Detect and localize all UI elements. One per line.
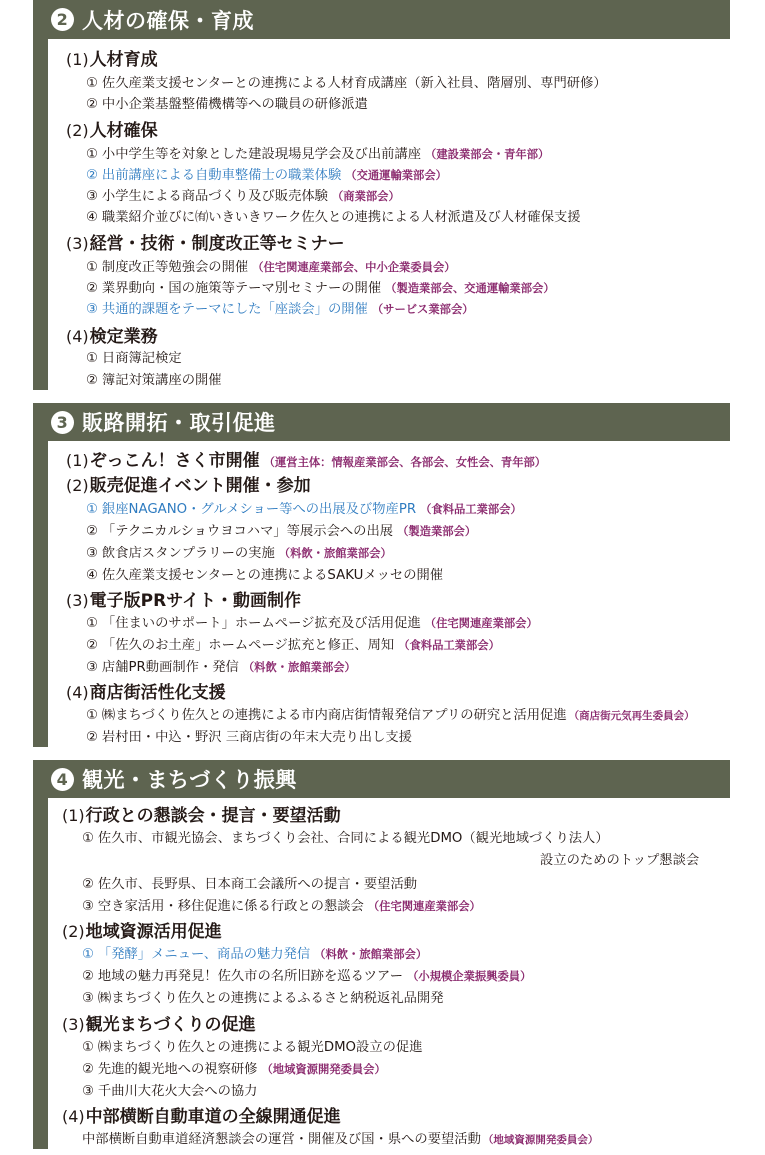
subsection-heading: (4)商店街活性化支援 <box>66 683 226 703</box>
section-header-4 <box>33 760 730 798</box>
list-item: ② 岩村田・中込・野沢 三商店街の年末大売り出し支援 <box>86 730 412 745</box>
section-title: 観光・まちづくり振興 <box>82 768 297 792</box>
list-item: ③ 共通的課題をテーマにした「座談会」の開催 （サービス業部会） <box>86 302 474 317</box>
section-title: 人材の確保・育成 <box>82 8 254 33</box>
section-title: 販路開拓・取引促進 <box>82 411 276 435</box>
list-item: ① ㈱まちづくり佐久との連携による市内商店街情報発信アプリの研究と活用促進 （商店街元気再生委員会） <box>86 708 695 723</box>
section-header-2 <box>33 0 730 39</box>
subsection-heading: (1)行政との懇談会・提言・要望活動 <box>62 806 341 826</box>
section-header-3 <box>33 403 730 441</box>
list-item: ① 佐久市、市観光協会、まちづくり会社、合同による観光DMO（観光地域づくり法人） <box>82 831 609 846</box>
list-item: ② 簿記対策講座の開催 <box>86 373 222 388</box>
list-item: ③ 小学生による商品づくり及び販売体験 （商業部会） <box>86 189 400 204</box>
list-item-continuation: 設立のためのトップ懇談会 <box>540 853 700 868</box>
subsection-heading: (3)観光まちづくりの促進 <box>62 1015 256 1035</box>
list-item: ② 地域の魅力再発見！佐久市の名所旧跡を巡るツアー （小規模企業振興委員） <box>82 969 532 984</box>
list-item: 中部横断自動車道経済懇談会の運営・開催及び国・県への要望活動 （地域資源開発委員会） <box>82 1132 599 1147</box>
subsection-heading: (2)人材確保 <box>66 121 158 141</box>
list-item: ③ 空き家活用・移住促進に係る行政との懇談会 （住宅関連産業部会） <box>82 899 481 914</box>
subsection-heading: (1)ぞっこん！さく市開催 （運営主体：情報産業部会、各部会、女性会、青年部） <box>66 451 547 471</box>
list-item: ② 中小企業基盤整備機構等への職員の研修派遣 <box>86 97 368 112</box>
subsection-heading: (3)経営・技術・制度改正等セミナー <box>66 234 345 254</box>
section-number-badge: 4 <box>51 768 74 791</box>
subsection-heading: (4)検定業務 <box>66 327 158 347</box>
list-item: ② 業界動向・国の施策等テーマ別セミナーの開催 （製造業部会、交通運輸業部会） <box>86 281 555 296</box>
list-item: ① 銀座NAGANO・グルメショー等への出展及び物産PR （食料品工業部会） <box>86 502 522 517</box>
section-number-badge: 2 <box>51 8 74 31</box>
subsection-heading: (1)人材育成 <box>66 50 158 70</box>
list-item: ② 先進的観光地への視察研修 （地域資源開発委員会） <box>82 1062 386 1077</box>
subsection-heading: (3)電子版PRサイト・動画制作 <box>66 591 302 611</box>
list-item: ① 制度改正等勉強会の開催 （住宅関連産業部会、中小企業委員会） <box>86 260 456 275</box>
list-item: ③ ㈱まちづくり佐久との連携によるふるさと納税返礼品開発 <box>82 991 444 1006</box>
list-item: ② 佐久市、長野県、日本商工会議所への提言・要望活動 <box>82 877 418 892</box>
list-item: ④ 職業紹介並びに㈲いきいきワーク佐久との連携による人材派遣及び人材確保支援 <box>86 210 581 225</box>
subsection-heading: (4)中部横断自動車道の全線開通促進 <box>62 1107 341 1127</box>
list-item: ① 日商簿記検定 <box>86 351 182 366</box>
subsection-heading: (2)販売促進イベント開催・参加 <box>66 476 311 496</box>
list-item: ③ 飲食店スタンプラリーの実施 （料飲・旅館業部会） <box>86 546 392 561</box>
list-item: ① 小中学生等を対象とした建設現場見学会及び出前講座 （建設業部会・青年部） <box>86 147 550 162</box>
list-item: ① ㈱まちづくり佐久との連携による観光DMO設立の促進 <box>82 1040 423 1055</box>
list-item: ② 「テクニカルショウヨコハマ」等展示会への出展 （製造業部会） <box>86 524 477 539</box>
section-side-bar <box>33 441 48 747</box>
section-side-bar <box>33 39 48 390</box>
section-side-bar <box>33 798 48 1149</box>
list-item: ④ 佐久産業支援センターとの連携によるSAKUメッセの開催 <box>86 568 444 583</box>
list-item: ② 出前講座による自動車整備士の職業体験 （交通運輸業部会） <box>86 168 447 183</box>
section-number-badge: 3 <box>51 411 74 434</box>
list-item: ② 「佐久のお土産」ホームページ拡充と修正、周知 （食料品工業部会） <box>86 638 500 653</box>
list-item: ③ 千曲川大花火大会への協力 <box>82 1084 258 1099</box>
list-item: ③ 店舗PR動画制作・発信 （料飲・旅館業部会） <box>86 660 356 675</box>
list-item: ① 「住まいのサポート」ホームページ拡充及び活用促進 （住宅関連産業部会） <box>86 616 538 631</box>
subsection-heading: (2)地域資源活用促進 <box>62 922 222 942</box>
list-item: ① 佐久産業支援センターとの連携による人材育成講座（新入社員、階層別、専門研修） <box>86 76 607 91</box>
list-item: ① 「発酵」メニュー、商品の魅力発信 （料飲・旅館業部会） <box>82 947 428 962</box>
